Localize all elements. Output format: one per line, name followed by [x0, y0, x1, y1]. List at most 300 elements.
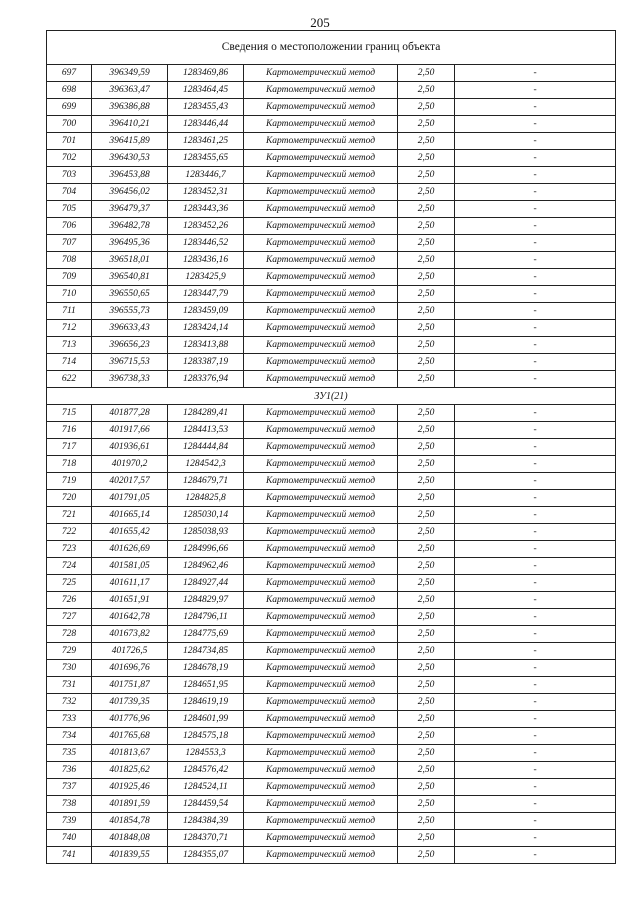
y-coordinate-cell: 1283446,52 — [168, 235, 244, 252]
description-cell: - — [455, 473, 616, 490]
description-cell: - — [455, 354, 616, 371]
x-coordinate-cell: 401776,96 — [92, 711, 168, 728]
y-coordinate-cell: 1284775,69 — [168, 626, 244, 643]
accuracy-cell: 2,50 — [398, 218, 455, 235]
x-coordinate-cell: 396415,89 — [92, 133, 168, 150]
x-coordinate-cell: 396715,53 — [92, 354, 168, 371]
x-coordinate-cell: 401673,82 — [92, 626, 168, 643]
description-cell: - — [455, 728, 616, 745]
method-cell: Картометрический метод — [244, 490, 398, 507]
accuracy-cell: 2,50 — [398, 286, 455, 303]
method-cell: Картометрический метод — [244, 337, 398, 354]
table-row — [47, 575, 616, 592]
x-coordinate-cell: 401739,35 — [92, 694, 168, 711]
point-number-cell: 702 — [47, 150, 92, 167]
x-coordinate-cell: 401655,42 — [92, 524, 168, 541]
method-cell: Картометрический метод — [244, 728, 398, 745]
x-coordinate-cell: 401665,14 — [92, 507, 168, 524]
x-coordinate-cell: 401925,46 — [92, 779, 168, 796]
accuracy-cell: 2,50 — [398, 813, 455, 830]
accuracy-cell: 2,50 — [398, 660, 455, 677]
y-coordinate-cell: 1284444,84 — [168, 439, 244, 456]
x-coordinate-cell: 401854,78 — [92, 813, 168, 830]
point-number-cell: 722 — [47, 524, 92, 541]
accuracy-cell: 2,50 — [398, 473, 455, 490]
point-number-cell: 697 — [47, 65, 92, 82]
point-number-cell: 698 — [47, 82, 92, 99]
point-number-cell: 711 — [47, 303, 92, 320]
point-number-cell: 726 — [47, 592, 92, 609]
method-cell: Картометрический метод — [244, 779, 398, 796]
table-row — [47, 728, 616, 745]
description-cell: - — [455, 82, 616, 99]
table-row — [47, 82, 616, 99]
x-coordinate-cell: 396495,36 — [92, 235, 168, 252]
accuracy-cell: 2,50 — [398, 269, 455, 286]
accuracy-cell: 2,50 — [398, 201, 455, 218]
y-coordinate-cell: 1283455,65 — [168, 150, 244, 167]
description-cell: - — [455, 65, 616, 82]
accuracy-cell: 2,50 — [398, 150, 455, 167]
y-coordinate-cell: 1283447,79 — [168, 286, 244, 303]
description-cell: - — [455, 507, 616, 524]
table-row — [47, 456, 616, 473]
table-row — [47, 354, 616, 371]
method-cell: Картометрический метод — [244, 439, 398, 456]
y-coordinate-cell: 1284370,71 — [168, 830, 244, 847]
y-coordinate-cell: 1283452,31 — [168, 184, 244, 201]
description-cell: - — [455, 524, 616, 541]
y-coordinate-cell: 1283469,86 — [168, 65, 244, 82]
table-title-row — [47, 31, 616, 65]
description-cell: - — [455, 235, 616, 252]
method-cell: Картометрический метод — [244, 354, 398, 371]
method-cell: Картометрический метод — [244, 184, 398, 201]
accuracy-cell: 2,50 — [398, 745, 455, 762]
method-cell: Картометрический метод — [244, 592, 398, 609]
method-cell: Картометрический метод — [244, 711, 398, 728]
method-cell: Картометрический метод — [244, 575, 398, 592]
table-row — [47, 609, 616, 626]
x-coordinate-cell: 396456,02 — [92, 184, 168, 201]
accuracy-cell: 2,50 — [398, 490, 455, 507]
point-number-cell: 703 — [47, 167, 92, 184]
y-coordinate-cell: 1285038,93 — [168, 524, 244, 541]
x-coordinate-cell: 396540,81 — [92, 269, 168, 286]
table-row — [47, 184, 616, 201]
description-cell: - — [455, 99, 616, 116]
x-coordinate-cell: 401891,59 — [92, 796, 168, 813]
point-number-cell: 699 — [47, 99, 92, 116]
y-coordinate-cell: 1284524,11 — [168, 779, 244, 796]
description-cell: - — [455, 269, 616, 286]
table-row — [47, 660, 616, 677]
table-title: Сведения о местоположении границ объекта — [47, 31, 616, 65]
description-cell: - — [455, 405, 616, 422]
y-coordinate-cell: 1284619,19 — [168, 694, 244, 711]
table-row — [47, 507, 616, 524]
table-row — [47, 558, 616, 575]
table-row — [47, 65, 616, 82]
y-coordinate-cell: 1284576,42 — [168, 762, 244, 779]
description-cell: - — [455, 762, 616, 779]
y-coordinate-cell: 1284651,95 — [168, 677, 244, 694]
table-row — [47, 269, 616, 286]
method-cell: Картометрический метод — [244, 99, 398, 116]
description-cell: - — [455, 490, 616, 507]
accuracy-cell: 2,50 — [398, 456, 455, 473]
accuracy-cell: 2,50 — [398, 235, 455, 252]
accuracy-cell: 2,50 — [398, 422, 455, 439]
table-row — [47, 133, 616, 150]
table-row — [47, 303, 616, 320]
y-coordinate-cell: 1283387,19 — [168, 354, 244, 371]
description-cell: - — [455, 592, 616, 609]
accuracy-cell: 2,50 — [398, 252, 455, 269]
point-number-cell: 709 — [47, 269, 92, 286]
y-coordinate-cell: 1283443,36 — [168, 201, 244, 218]
y-coordinate-cell: 1284734,85 — [168, 643, 244, 660]
description-cell: - — [455, 184, 616, 201]
table-row — [47, 286, 616, 303]
y-coordinate-cell: 1284413,53 — [168, 422, 244, 439]
accuracy-cell: 2,50 — [398, 133, 455, 150]
table-row — [47, 626, 616, 643]
point-number-cell: 739 — [47, 813, 92, 830]
y-coordinate-cell: 1284384,39 — [168, 813, 244, 830]
table-row — [47, 677, 616, 694]
point-number-cell: 723 — [47, 541, 92, 558]
method-cell: Картометрический метод — [244, 269, 398, 286]
method-cell: Картометрический метод — [244, 813, 398, 830]
x-coordinate-cell: 396656,23 — [92, 337, 168, 354]
x-coordinate-cell: 401813,67 — [92, 745, 168, 762]
x-coordinate-cell: 396518,01 — [92, 252, 168, 269]
table-row — [47, 167, 616, 184]
point-number-cell: 724 — [47, 558, 92, 575]
point-number-cell: 733 — [47, 711, 92, 728]
table-row — [47, 252, 616, 269]
table-row — [47, 830, 616, 847]
description-cell: - — [455, 541, 616, 558]
method-cell: Картометрический метод — [244, 745, 398, 762]
x-coordinate-cell: 401936,61 — [92, 439, 168, 456]
point-number-cell: 736 — [47, 762, 92, 779]
description-cell: - — [455, 694, 616, 711]
point-number-cell: 700 — [47, 116, 92, 133]
section-label: ЗУ1(21) — [47, 388, 616, 405]
x-coordinate-cell: 401839,55 — [92, 847, 168, 864]
y-coordinate-cell: 1284796,11 — [168, 609, 244, 626]
table-row — [47, 592, 616, 609]
x-coordinate-cell: 396410,21 — [92, 116, 168, 133]
accuracy-cell: 2,50 — [398, 558, 455, 575]
accuracy-cell: 2,50 — [398, 320, 455, 337]
y-coordinate-cell: 1283446,44 — [168, 116, 244, 133]
boundary-coordinates-table — [46, 30, 616, 864]
method-cell: Картометрический метод — [244, 65, 398, 82]
accuracy-cell: 2,50 — [398, 354, 455, 371]
accuracy-cell: 2,50 — [398, 65, 455, 82]
method-cell: Картометрический метод — [244, 456, 398, 473]
x-coordinate-cell: 401825,62 — [92, 762, 168, 779]
description-cell: - — [455, 439, 616, 456]
point-number-cell: 715 — [47, 405, 92, 422]
table-row — [47, 473, 616, 490]
y-coordinate-cell: 1283425,9 — [168, 269, 244, 286]
accuracy-cell: 2,50 — [398, 524, 455, 541]
table-row — [47, 762, 616, 779]
point-number-cell: 710 — [47, 286, 92, 303]
table-row — [47, 422, 616, 439]
section-header-row — [47, 388, 616, 405]
accuracy-cell: 2,50 — [398, 626, 455, 643]
accuracy-cell: 2,50 — [398, 728, 455, 745]
method-cell: Картометрический метод — [244, 762, 398, 779]
x-coordinate-cell: 396555,73 — [92, 303, 168, 320]
description-cell: - — [455, 575, 616, 592]
point-number-cell: 717 — [47, 439, 92, 456]
table-row — [47, 235, 616, 252]
table-row — [47, 847, 616, 864]
method-cell: Картометрический метод — [244, 558, 398, 575]
x-coordinate-cell: 401791,05 — [92, 490, 168, 507]
method-cell: Картометрический метод — [244, 830, 398, 847]
point-number-cell: 731 — [47, 677, 92, 694]
y-coordinate-cell: 1283424,14 — [168, 320, 244, 337]
y-coordinate-cell: 1283464,45 — [168, 82, 244, 99]
x-coordinate-cell: 401611,17 — [92, 575, 168, 592]
y-coordinate-cell: 1283459,09 — [168, 303, 244, 320]
y-coordinate-cell: 1283446,7 — [168, 167, 244, 184]
table-row — [47, 779, 616, 796]
method-cell: Картометрический метод — [244, 218, 398, 235]
x-coordinate-cell: 401696,76 — [92, 660, 168, 677]
table-row — [47, 711, 616, 728]
x-coordinate-cell: 401917,66 — [92, 422, 168, 439]
y-coordinate-cell: 1284927,44 — [168, 575, 244, 592]
point-number-cell: 738 — [47, 796, 92, 813]
accuracy-cell: 2,50 — [398, 694, 455, 711]
accuracy-cell: 2,50 — [398, 371, 455, 388]
method-cell: Картометрический метод — [244, 150, 398, 167]
x-coordinate-cell: 402017,57 — [92, 473, 168, 490]
x-coordinate-cell: 401642,78 — [92, 609, 168, 626]
method-cell: Картометрический метод — [244, 541, 398, 558]
accuracy-cell: 2,50 — [398, 677, 455, 694]
point-number-cell: 735 — [47, 745, 92, 762]
page-number: 205 — [310, 15, 330, 30]
x-coordinate-cell: 396482,78 — [92, 218, 168, 235]
point-number-cell: 720 — [47, 490, 92, 507]
point-number-cell: 728 — [47, 626, 92, 643]
description-cell: - — [455, 779, 616, 796]
description-cell: - — [455, 660, 616, 677]
point-number-cell: 734 — [47, 728, 92, 745]
table-row — [47, 796, 616, 813]
accuracy-cell: 2,50 — [398, 116, 455, 133]
y-coordinate-cell: 1284542,3 — [168, 456, 244, 473]
table-row — [47, 99, 616, 116]
x-coordinate-cell: 396430,53 — [92, 150, 168, 167]
table-row — [47, 694, 616, 711]
description-cell: - — [455, 320, 616, 337]
method-cell: Картометрический метод — [244, 847, 398, 864]
accuracy-cell: 2,50 — [398, 592, 455, 609]
y-coordinate-cell: 1284678,19 — [168, 660, 244, 677]
point-number-cell: 622 — [47, 371, 92, 388]
method-cell: Картометрический метод — [244, 235, 398, 252]
method-cell: Картометрический метод — [244, 116, 398, 133]
x-coordinate-cell: 396349,59 — [92, 65, 168, 82]
accuracy-cell: 2,50 — [398, 575, 455, 592]
accuracy-cell: 2,50 — [398, 167, 455, 184]
x-coordinate-cell: 396363,47 — [92, 82, 168, 99]
x-coordinate-cell: 401848,08 — [92, 830, 168, 847]
y-coordinate-cell: 1284575,18 — [168, 728, 244, 745]
point-number-cell: 714 — [47, 354, 92, 371]
method-cell: Картометрический метод — [244, 524, 398, 541]
x-coordinate-cell: 401765,68 — [92, 728, 168, 745]
description-cell: - — [455, 150, 616, 167]
accuracy-cell: 2,50 — [398, 184, 455, 201]
table-row — [47, 116, 616, 133]
description-cell: - — [455, 796, 616, 813]
method-cell: Картометрический метод — [244, 201, 398, 218]
method-cell: Картометрический метод — [244, 167, 398, 184]
description-cell: - — [455, 133, 616, 150]
table-row — [47, 439, 616, 456]
method-cell: Картометрический метод — [244, 677, 398, 694]
description-cell: - — [455, 167, 616, 184]
method-cell: Картометрический метод — [244, 82, 398, 99]
description-cell: - — [455, 626, 616, 643]
table-row — [47, 745, 616, 762]
accuracy-cell: 2,50 — [398, 643, 455, 660]
table-row — [47, 371, 616, 388]
description-cell: - — [455, 201, 616, 218]
x-coordinate-cell: 401877,28 — [92, 405, 168, 422]
method-cell: Картометрический метод — [244, 133, 398, 150]
accuracy-cell: 2,50 — [398, 82, 455, 99]
accuracy-cell: 2,50 — [398, 541, 455, 558]
method-cell: Картометрический метод — [244, 643, 398, 660]
y-coordinate-cell: 1284459,54 — [168, 796, 244, 813]
point-number-cell: 706 — [47, 218, 92, 235]
x-coordinate-cell: 396453,88 — [92, 167, 168, 184]
y-coordinate-cell: 1285030,14 — [168, 507, 244, 524]
y-coordinate-cell: 1284601,99 — [168, 711, 244, 728]
point-number-cell: 716 — [47, 422, 92, 439]
description-cell: - — [455, 813, 616, 830]
table-row — [47, 337, 616, 354]
point-number-cell: 727 — [47, 609, 92, 626]
y-coordinate-cell: 1283413,88 — [168, 337, 244, 354]
point-number-cell: 740 — [47, 830, 92, 847]
x-coordinate-cell: 401651,91 — [92, 592, 168, 609]
method-cell: Картометрический метод — [244, 626, 398, 643]
y-coordinate-cell: 1284962,46 — [168, 558, 244, 575]
y-coordinate-cell: 1284829,97 — [168, 592, 244, 609]
point-number-cell: 737 — [47, 779, 92, 796]
x-coordinate-cell: 396386,88 — [92, 99, 168, 116]
point-number-cell: 719 — [47, 473, 92, 490]
description-cell: - — [455, 847, 616, 864]
accuracy-cell: 2,50 — [398, 99, 455, 116]
description-cell: - — [455, 422, 616, 439]
accuracy-cell: 2,50 — [398, 609, 455, 626]
point-number-cell: 718 — [47, 456, 92, 473]
x-coordinate-cell: 401626,69 — [92, 541, 168, 558]
x-coordinate-cell: 401751,87 — [92, 677, 168, 694]
method-cell: Картометрический метод — [244, 609, 398, 626]
description-cell: - — [455, 218, 616, 235]
method-cell: Картометрический метод — [244, 286, 398, 303]
x-coordinate-cell: 396738,33 — [92, 371, 168, 388]
y-coordinate-cell: 1283461,25 — [168, 133, 244, 150]
description-cell: - — [455, 286, 616, 303]
method-cell: Картометрический метод — [244, 507, 398, 524]
accuracy-cell: 2,50 — [398, 847, 455, 864]
y-coordinate-cell: 1284679,71 — [168, 473, 244, 490]
accuracy-cell: 2,50 — [398, 779, 455, 796]
y-coordinate-cell: 1284289,41 — [168, 405, 244, 422]
accuracy-cell: 2,50 — [398, 711, 455, 728]
method-cell: Картометрический метод — [244, 320, 398, 337]
method-cell: Картометрический метод — [244, 694, 398, 711]
description-cell: - — [455, 830, 616, 847]
table-row — [47, 201, 616, 218]
x-coordinate-cell: 396479,37 — [92, 201, 168, 218]
table-row — [47, 524, 616, 541]
point-number-cell: 712 — [47, 320, 92, 337]
y-coordinate-cell: 1284355,07 — [168, 847, 244, 864]
description-cell: - — [455, 745, 616, 762]
table-row — [47, 813, 616, 830]
accuracy-cell: 2,50 — [398, 439, 455, 456]
table-row — [47, 541, 616, 558]
accuracy-cell: 2,50 — [398, 830, 455, 847]
x-coordinate-cell: 401726,5 — [92, 643, 168, 660]
method-cell: Картометрический метод — [244, 371, 398, 388]
point-number-cell: 701 — [47, 133, 92, 150]
table-row — [47, 150, 616, 167]
y-coordinate-cell: 1284825,8 — [168, 490, 244, 507]
method-cell: Картометрический метод — [244, 405, 398, 422]
point-number-cell: 705 — [47, 201, 92, 218]
description-cell: - — [455, 371, 616, 388]
y-coordinate-cell: 1283436,16 — [168, 252, 244, 269]
point-number-cell: 713 — [47, 337, 92, 354]
description-cell: - — [455, 303, 616, 320]
table-row — [47, 490, 616, 507]
x-coordinate-cell: 401970,2 — [92, 456, 168, 473]
y-coordinate-cell: 1284996,66 — [168, 541, 244, 558]
description-cell: - — [455, 337, 616, 354]
point-number-cell: 708 — [47, 252, 92, 269]
table-row — [47, 643, 616, 660]
point-number-cell: 725 — [47, 575, 92, 592]
x-coordinate-cell: 396633,43 — [92, 320, 168, 337]
accuracy-cell: 2,50 — [398, 796, 455, 813]
point-number-cell: 707 — [47, 235, 92, 252]
x-coordinate-cell: 401581,05 — [92, 558, 168, 575]
y-coordinate-cell: 1283452,26 — [168, 218, 244, 235]
y-coordinate-cell: 1283376,94 — [168, 371, 244, 388]
point-number-cell: 741 — [47, 847, 92, 864]
description-cell: - — [455, 609, 616, 626]
description-cell: - — [455, 252, 616, 269]
